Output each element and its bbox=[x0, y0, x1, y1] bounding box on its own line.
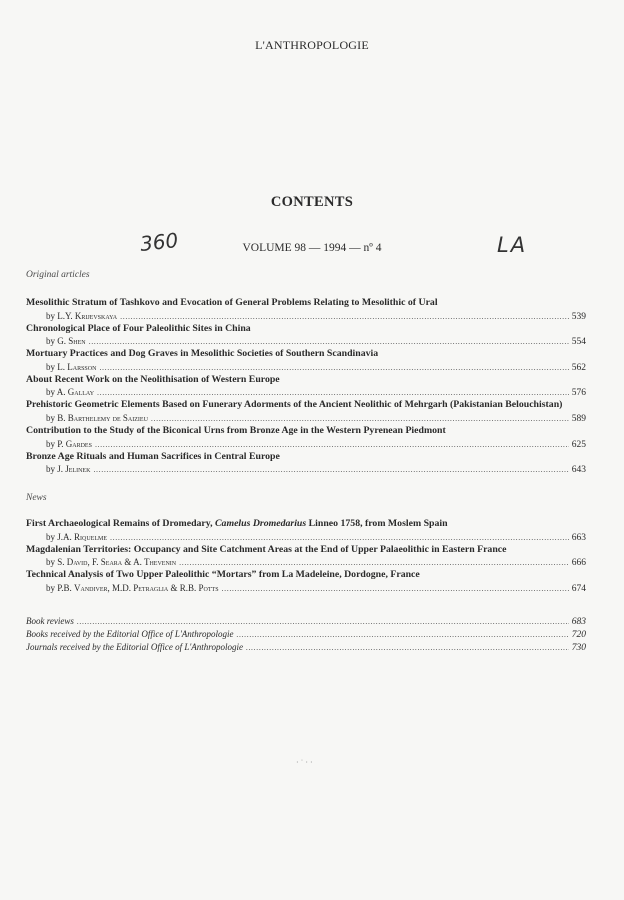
author: by B. Barthelemy de Saizieu bbox=[46, 412, 148, 423]
article-title: Mesolithic Stratum of Tashkovo and Evocation of General Problems Relating to Mesolithic of Ural bbox=[26, 297, 438, 308]
author-line bbox=[26, 556, 586, 569]
author: by P.B. Vandiver, M.D. Petraglia & R.B. Potts bbox=[46, 582, 219, 593]
article-title: About Recent Work on the Neolithisation of Western Europe bbox=[26, 373, 280, 385]
page-number: 683 bbox=[571, 616, 586, 627]
toc-entry bbox=[26, 323, 586, 349]
article-title: Mortuary Practices and Dog Graves in Mesolithic Societies of Southern Scandinavia bbox=[26, 348, 379, 360]
dot-leader bbox=[97, 387, 569, 400]
author-line bbox=[26, 582, 586, 595]
page-number: 539 bbox=[571, 311, 586, 322]
author: by L. Larsson bbox=[46, 361, 97, 372]
toc-entry bbox=[26, 297, 586, 323]
page-number: 720 bbox=[571, 629, 586, 640]
dot-leader bbox=[99, 362, 568, 375]
page-number: 625 bbox=[571, 439, 586, 450]
toc-entry bbox=[26, 569, 586, 595]
misc-label: Book reviews bbox=[26, 615, 74, 626]
species-name: Camelus Dromedarius bbox=[215, 518, 307, 530]
page-number: 589 bbox=[571, 413, 586, 424]
author-line bbox=[26, 335, 586, 348]
dot-leader bbox=[77, 616, 569, 629]
author: by A. Gallay bbox=[46, 387, 95, 398]
article-title: Bronze Age Rituals and Human Sacrifices in Central Europe bbox=[26, 450, 280, 462]
journal-title: L'ANTHROPOLOGIE bbox=[255, 38, 369, 52]
toc-entry bbox=[26, 425, 586, 451]
misc-entry bbox=[26, 641, 586, 654]
toc-entry bbox=[26, 544, 586, 570]
dot-leader bbox=[95, 439, 569, 452]
page-number: 554 bbox=[571, 337, 586, 348]
toc-entry bbox=[26, 348, 586, 374]
author-line bbox=[26, 310, 586, 323]
author-line bbox=[26, 361, 586, 374]
misc-label: Books received by the Editorial Office of L'Anthropologie bbox=[26, 628, 234, 639]
author-line bbox=[26, 386, 586, 399]
contents-heading: CONTENTS bbox=[270, 194, 354, 210]
author-line bbox=[26, 531, 586, 544]
article-title: Technical Analysis of Two Upper Paleolithic “Mortars” from La Madeleine, Dordogne, France bbox=[26, 569, 420, 581]
dot-leader bbox=[151, 413, 569, 426]
dot-leader bbox=[222, 583, 569, 596]
article-title: Chronological Place of Four Paleolithic Sites in China bbox=[26, 322, 251, 334]
original-articles-section bbox=[26, 270, 586, 476]
handwritten-number: 360 bbox=[138, 228, 180, 256]
article-title: Magdalenian Territories: Occupancy and Site Catchment Areas at the End of Upper Palaeolithic in Eastern France bbox=[26, 543, 507, 555]
volume-line: VOLUME 98 — 1994 — nº 4 bbox=[242, 242, 382, 254]
author-line bbox=[26, 463, 586, 476]
author-line bbox=[26, 438, 586, 451]
page-number: 730 bbox=[571, 642, 586, 653]
dot-leader bbox=[179, 557, 569, 570]
author: by S. David, F. Seara & A. Thevenin bbox=[46, 557, 177, 568]
toc-entry bbox=[26, 399, 586, 425]
table-of-contents bbox=[26, 270, 586, 654]
misc-entry bbox=[26, 615, 586, 628]
page-number: 562 bbox=[571, 362, 586, 373]
article-title: First Archaeological Remains of Dromedary, Camelus Dromedarius Linneo 1758, from Moslem Spain bbox=[26, 518, 448, 530]
author-line bbox=[26, 412, 586, 425]
author: by J.A. Riquelme bbox=[46, 531, 108, 542]
section-label-original-articles: Original articles bbox=[26, 270, 90, 280]
dot-leader bbox=[93, 464, 568, 477]
misc-label: Journals received by the Editorial Office of L'Anthropologie bbox=[26, 641, 243, 652]
author: by G. Shen bbox=[46, 336, 86, 347]
misc-section bbox=[26, 615, 586, 654]
news-section bbox=[26, 493, 586, 595]
dot-leader bbox=[110, 532, 569, 545]
author: by L.Y. Krijevskaya bbox=[46, 310, 118, 321]
page-number: 663 bbox=[571, 532, 586, 543]
toc-entry bbox=[26, 374, 586, 400]
article-title: Prehistoric Geometric Elements Based on Funerary Adorments of the Ancient Neolithic of Mehrgarh (Pakistanian Belouchistan) bbox=[26, 399, 563, 411]
dot-leader bbox=[120, 311, 569, 324]
page-number: 643 bbox=[571, 465, 586, 476]
author: by J. Jelinek bbox=[46, 464, 91, 475]
article-title: Contribution to the Study of the Biconical Urns from Bronze Age in the Western Pyrenean Piedmont bbox=[26, 424, 446, 436]
handwritten-initials: LA bbox=[497, 233, 528, 257]
page-number: 576 bbox=[571, 388, 586, 399]
toc-entry bbox=[26, 451, 586, 477]
scan-specks: · ˙ · · bbox=[296, 758, 313, 767]
page-number: 674 bbox=[571, 583, 586, 594]
dot-leader bbox=[89, 336, 569, 349]
section-label-news: News bbox=[26, 493, 47, 504]
misc-entry bbox=[26, 628, 586, 641]
dot-leader bbox=[246, 642, 569, 655]
dot-leader bbox=[236, 629, 568, 642]
toc-entry bbox=[26, 518, 586, 544]
page-number: 666 bbox=[571, 558, 586, 569]
author: by P. Gardes bbox=[46, 438, 92, 449]
